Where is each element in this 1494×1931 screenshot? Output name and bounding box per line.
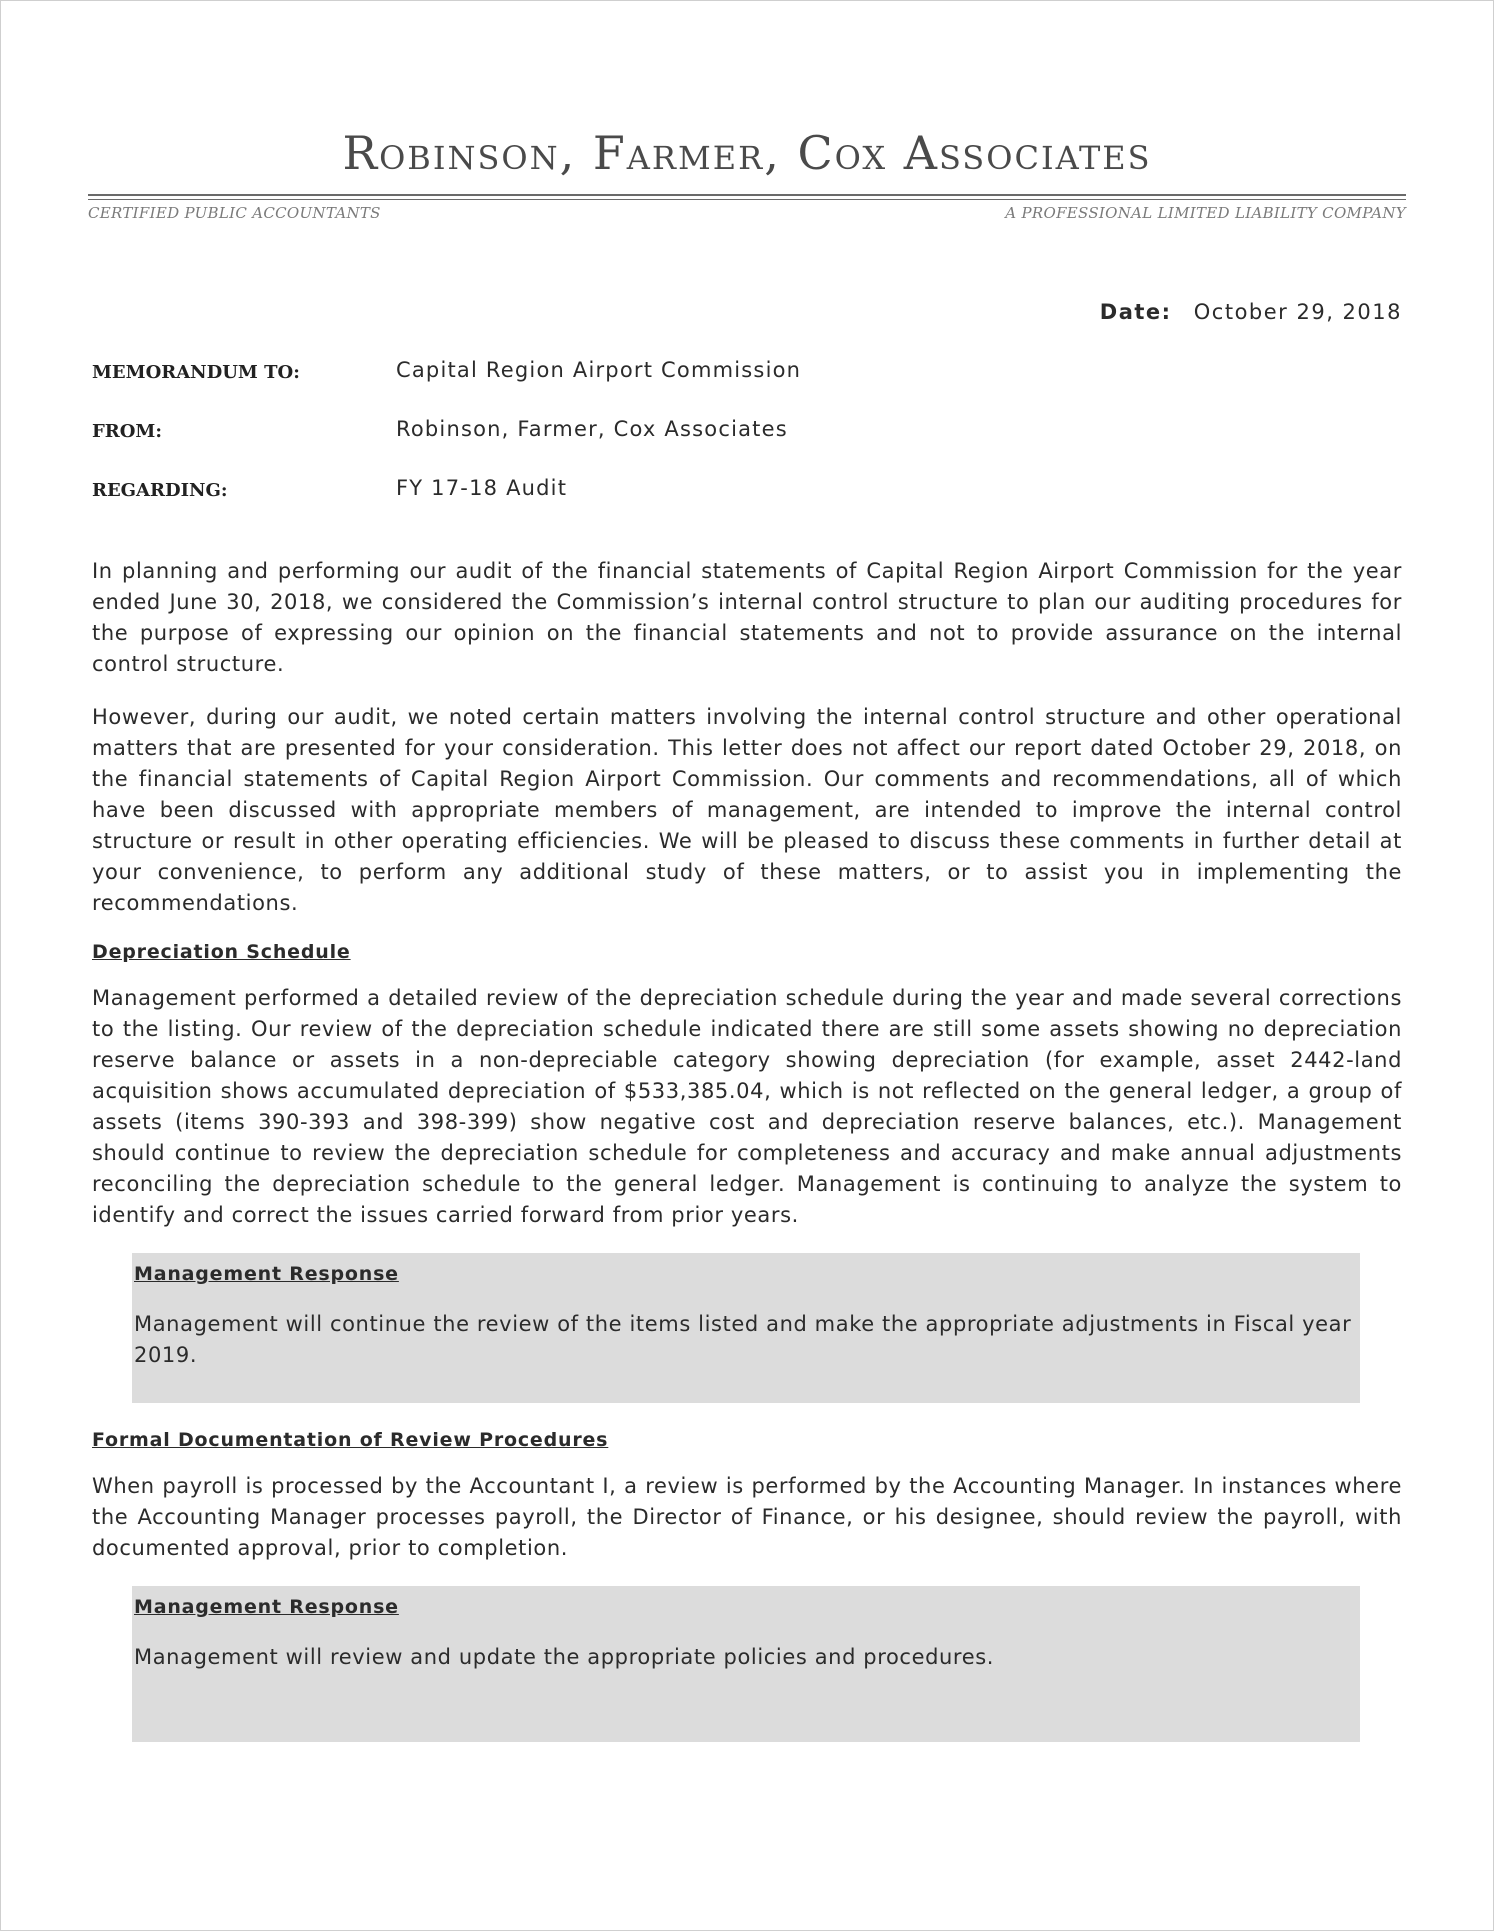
section-heading-review-procedures: Formal Documentation of Review Procedures: [92, 1429, 609, 1451]
memo-regarding-value: FY 17-18 Audit: [396, 476, 568, 500]
letterhead-rule-thick: [88, 194, 1406, 196]
left-tagline: CERTIFIED PUBLIC ACCOUNTANTS: [88, 204, 381, 222]
memo-to-label: MEMORANDUM TO:: [92, 362, 300, 383]
firm-name: Robinson, Farmer, Cox Associates: [342, 126, 1152, 180]
memo-regarding-row: [92, 476, 1402, 535]
letterhead-rule-thin: [88, 199, 1406, 200]
section-text-review-procedures: When payroll is processed by the Accountant I, a review is performed by the Accounting Manager. In instances where the Accounting Manager processes payroll, the Director of Finance, or his designee, should review the payroll, with documented approval, prior to completion.: [92, 1474, 1402, 1560]
management-response-box: [132, 1586, 1360, 1742]
section-text-depreciation: Management performed a detailed review of the depreciation schedule during the year and made several corrections to the listing. Our review of the depreciation schedule indicated there are still some assets showing no depreciation reserve balance or assets in a non-depreciable category showing depreciation (for example, asset 2442-land acquisition shows accumulated depreciation of $533,385.04, which is not reflected on the general ledger, a group of assets (items 390-393 and 398-399) show negative cost and depreciation reserve balances, etc.). Management should continue to review the depreciation schedule for completeness and accuracy and make annual adjustments reconciling the depreciation schedule to the general ledger. Management is continuing to analyze the system to identify and correct the issues carried forward from prior years.: [92, 986, 1402, 1227]
memo-from-value: Robinson, Farmer, Cox Associates: [396, 417, 788, 441]
memo-regarding-label: REGARDING:: [92, 480, 228, 501]
letterhead-taglines: [88, 204, 1406, 222]
right-tagline: A PROFESSIONAL LIMITED LIABILITY COMPANY: [1005, 204, 1406, 222]
memo-from-row: [92, 417, 1402, 476]
memo-from-label: FROM:: [92, 421, 162, 442]
management-response-text: Management will continue the review of the items listed and make the appropriate adjustments in Fiscal year 2019.: [134, 1312, 1352, 1367]
section-heading-depreciation: Depreciation Schedule: [92, 941, 351, 963]
intro-paragraph-1: In planning and performing our audit of the financial statements of Capital Region Airport Commission for the year ended June 30, 2018, we considered the Commission’s internal control structure to plan our auditing procedures for the purpose of expressing our opinion on the financial statements and not to provide assurance on the internal control structure.: [92, 559, 1402, 676]
management-response-box: [132, 1253, 1360, 1403]
letterhead: [88, 118, 1406, 222]
date-line: [1100, 300, 1402, 324]
memo-to-value: Capital Region Airport Commission: [396, 358, 802, 382]
intro-paragraph-2: However, during our audit, we noted certain matters involving the internal control structure and other operational matters that are presented for your consideration. This letter does not affect our report dated October 29, 2018, on the financial statements of Capital Region Airport Commission. Our comments and recommendations, all of which have been discussed with appropriate members of management, are intended to improve the internal control structure or result in other operating efficiencies. We will be pleased to discuss these comments in further detail at your convenience, to perform any additional study of these matters, or to assist you in implementing the recommendations.: [92, 705, 1402, 915]
date-value: October 29, 2018: [1193, 300, 1402, 324]
memo-to-row: [92, 358, 1402, 417]
memo-header: [92, 358, 1402, 535]
date-label: Date:: [1099, 300, 1172, 324]
memo-body: [92, 556, 1402, 1742]
management-response-heading: Management Response: [134, 1596, 399, 1618]
management-response-text: Management will review and update the appropriate policies and procedures.: [134, 1645, 995, 1669]
management-response-heading: Management Response: [134, 1263, 399, 1285]
